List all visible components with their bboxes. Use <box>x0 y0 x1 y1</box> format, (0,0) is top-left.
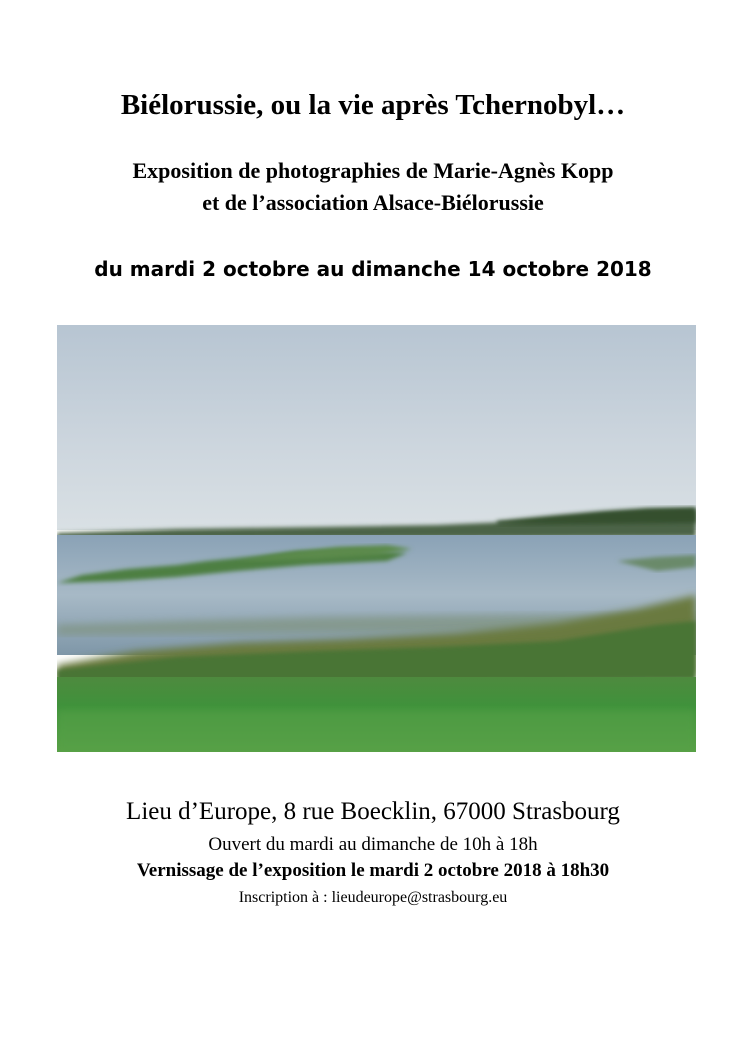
photo-sky <box>57 325 696 530</box>
photo-grass <box>57 677 696 752</box>
inscription-info: Inscription à : lieudeurope@strasbourg.eu <box>238 889 508 906</box>
opening-hours: Ouvert du mardi au dimanche de 10h à 18h <box>208 834 538 855</box>
exhibition-subtitle-line1: Exposition de photographies de Marie-Agnès Kopp <box>132 158 614 183</box>
exhibition-subtitle-line2: et de l’association Alsace-Biélorussie <box>202 190 544 215</box>
exhibition-dates: du mardi 2 octobre au dimanche 14 octobre 2018 <box>94 257 652 281</box>
poster-title: Biélorussie, ou la vie après Tchernobyl… <box>120 89 626 121</box>
vernissage-info: Vernissage de l’exposition le mardi 2 octobre 2018 à 18h30 <box>136 860 610 881</box>
venue-address: Lieu d’Europe, 8 rue Boecklin, 67000 Strasbourg <box>126 798 620 825</box>
landscape-photo <box>57 325 696 752</box>
